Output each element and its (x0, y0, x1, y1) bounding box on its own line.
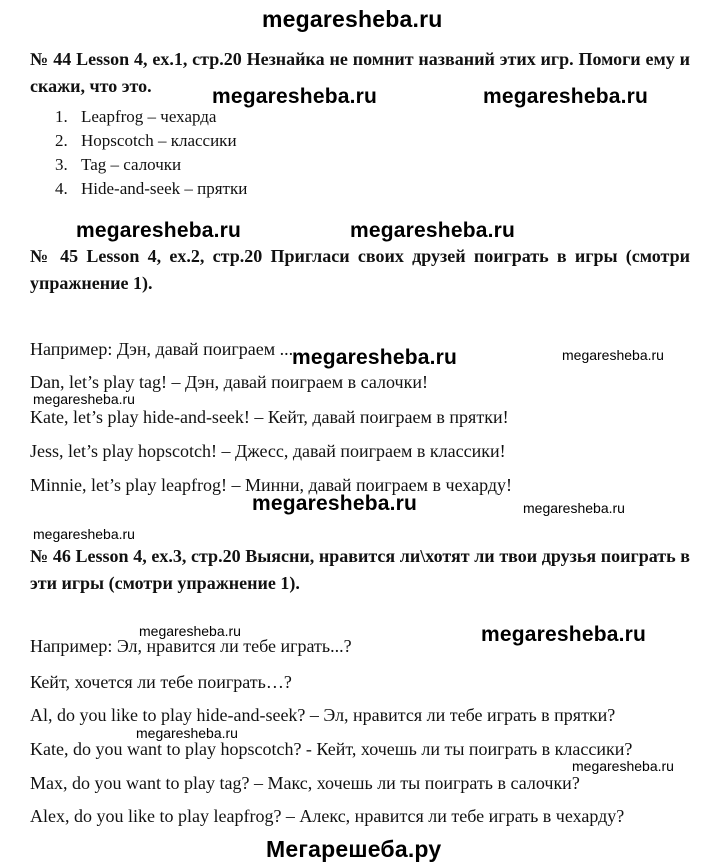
exercise-46-line: Kate, do you want to play hopscotch? - Кейт, хочешь ли ты поиграть в классики? (30, 739, 633, 759)
exercise-44-list (55, 105, 247, 201)
watermark: megaresheba.ru (292, 346, 458, 369)
exercise-46-line: Alex, do you like to play leapfrog? – Алекс, нравится ли тебе играть в чехарду? (30, 806, 625, 826)
exercise-46-line: Max, do you want to play tag? – Макс, хочешь ли ты поиграть в салочки? (30, 773, 580, 793)
list-item: 2. Hopscotch – классики (55, 131, 237, 150)
exercise-45-heading: № 45 Lesson 4, ex.2, стр.20 Пригласи своих друзей поиграть в игры (смотри упражнение 1). (30, 246, 690, 293)
exercise-45-line: Jess, let’s play hopscotch! – Джесс, давай поиграем в классики! (30, 441, 506, 461)
watermark: megaresheba.ru (523, 500, 625, 516)
watermark: megaresheba.ru (76, 219, 242, 242)
footer-watermark: Мегарешеба.ру (266, 836, 442, 862)
exercise-45-line: Например: Дэн, давай поиграем ... (30, 339, 294, 359)
exercise-45-line: Dan, let’s play tag! – Дэн, давай поиграем в салочки! (30, 372, 428, 392)
list-item: 3. Tag – салочки (55, 155, 182, 174)
exercise-45-line: Kate, let’s play hide-and-seek! – Кейт, давай поиграем в прятки! (30, 407, 509, 427)
list-item: 1. Leapfrog – чехарда (55, 107, 217, 126)
header-watermark: megaresheba.ru (262, 6, 443, 32)
exercise-45-line: Minnie, let’s play leapfrog! – Минни, давай поиграем в чехарду! (30, 475, 513, 495)
exercise-46-line: Кейт, хочется ли тебе поиграть…? (30, 672, 292, 692)
watermark: megaresheba.ru (212, 85, 378, 108)
watermark: megaresheba.ru (136, 725, 238, 741)
watermark: megaresheba.ru (33, 526, 135, 542)
watermark: megaresheba.ru (572, 758, 674, 774)
watermark: megaresheba.ru (562, 347, 664, 363)
exercise-46-heading: № 46 Lesson 4, ex.3, стр.20 Выясни, нравится ли\хотят ли твои друзья поиграть в эти игры (смотри упражнение 1). (30, 546, 690, 593)
exercise-44-heading: № 44 Lesson 4, ex.1, стр.20 Незнайка не помнит названий этих игр. Помоги ему и скажи, что это. (30, 49, 690, 96)
list-item: 4. Hide-and-seek – прятки (55, 179, 248, 198)
watermark: megaresheba.ru (139, 623, 241, 639)
exercise-46-line: Например: Эл, нравится ли тебе играть...? (30, 636, 352, 656)
watermark: megaresheba.ru (252, 492, 418, 515)
watermark: megaresheba.ru (33, 391, 135, 407)
watermark: megaresheba.ru (350, 219, 516, 242)
watermark: megaresheba.ru (483, 85, 649, 108)
exercise-46-line: Al, do you like to play hide-and-seek? – Эл, нравится ли тебе играть в прятки? (30, 705, 616, 725)
watermark: megaresheba.ru (481, 623, 647, 646)
